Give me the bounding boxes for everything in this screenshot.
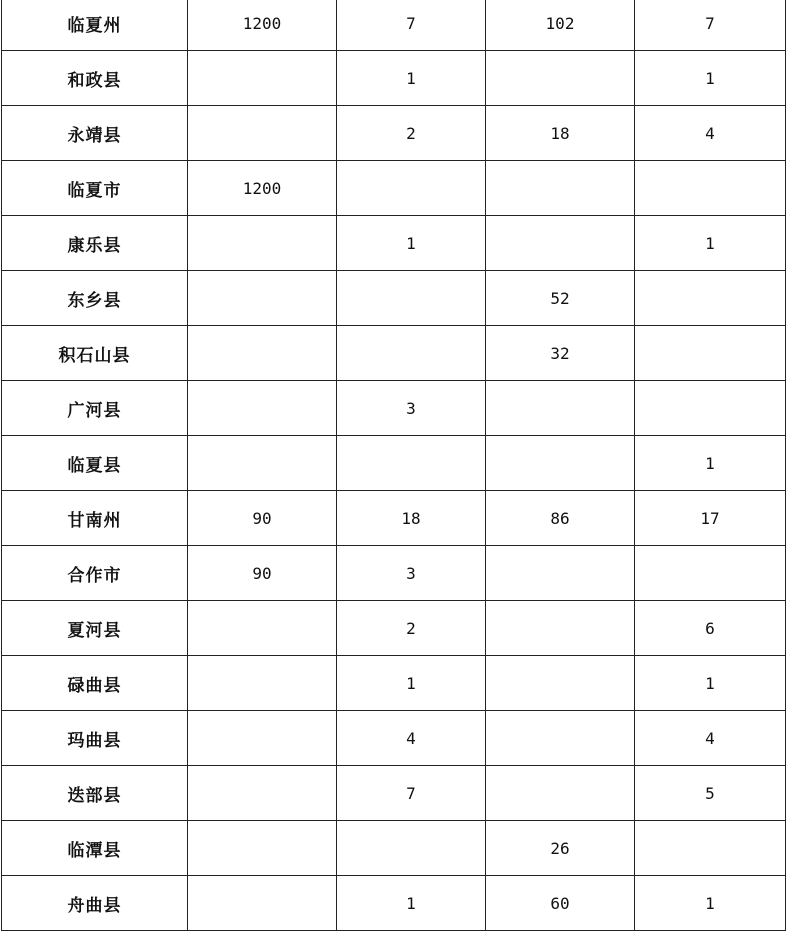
value-cell: 6	[635, 601, 786, 656]
value-cell: 102	[486, 0, 635, 51]
value-cell: 1	[635, 436, 786, 491]
region-name-cell: 和政县	[2, 51, 188, 106]
table-row	[2, 161, 786, 216]
value-cell	[486, 601, 635, 656]
value-cell	[486, 381, 635, 436]
value-cell	[188, 326, 337, 381]
value-cell: 52	[486, 271, 635, 326]
value-cell	[635, 821, 786, 876]
value-cell: 4	[337, 711, 486, 766]
value-cell: 18	[337, 491, 486, 546]
value-cell: 2	[337, 601, 486, 656]
value-cell	[188, 381, 337, 436]
region-name-cell: 夏河县	[2, 601, 188, 656]
value-cell	[188, 216, 337, 271]
value-cell	[188, 601, 337, 656]
table-body	[2, 0, 786, 931]
value-cell: 3	[337, 546, 486, 601]
value-cell	[486, 216, 635, 271]
value-cell	[486, 766, 635, 821]
value-cell	[337, 271, 486, 326]
value-cell: 90	[188, 491, 337, 546]
value-cell	[486, 546, 635, 601]
region-name-cell: 临潭县	[2, 821, 188, 876]
table-row	[2, 766, 786, 821]
value-cell	[188, 766, 337, 821]
table-row	[2, 381, 786, 436]
value-cell: 4	[635, 711, 786, 766]
table-row	[2, 491, 786, 546]
value-cell: 1	[635, 656, 786, 711]
table-row	[2, 0, 786, 51]
value-cell: 18	[486, 106, 635, 161]
table-row	[2, 876, 786, 931]
value-cell: 1	[635, 216, 786, 271]
value-cell: 86	[486, 491, 635, 546]
table-row	[2, 106, 786, 161]
table-row	[2, 546, 786, 601]
value-cell	[635, 546, 786, 601]
value-cell: 32	[486, 326, 635, 381]
value-cell	[635, 161, 786, 216]
region-name-cell: 积石山县	[2, 326, 188, 381]
value-cell	[337, 436, 486, 491]
value-cell: 7	[635, 0, 786, 51]
value-cell	[337, 161, 486, 216]
region-name-cell: 舟曲县	[2, 876, 188, 931]
region-name-cell: 临夏州	[2, 0, 188, 51]
region-name-cell: 玛曲县	[2, 711, 188, 766]
value-cell	[635, 271, 786, 326]
region-name-cell: 广河县	[2, 381, 188, 436]
value-cell	[188, 876, 337, 931]
value-cell	[188, 51, 337, 106]
table-row	[2, 436, 786, 491]
region-name-cell: 迭部县	[2, 766, 188, 821]
value-cell	[188, 271, 337, 326]
table-row	[2, 326, 786, 381]
value-cell	[188, 106, 337, 161]
table-row	[2, 821, 786, 876]
region-name-cell: 合作市	[2, 546, 188, 601]
value-cell	[486, 161, 635, 216]
region-name-cell: 临夏县	[2, 436, 188, 491]
region-name-cell: 碌曲县	[2, 656, 188, 711]
value-cell	[188, 821, 337, 876]
value-cell: 17	[635, 491, 786, 546]
data-table	[1, 0, 786, 931]
value-cell: 1	[337, 51, 486, 106]
value-cell: 5	[635, 766, 786, 821]
value-cell: 1200	[188, 0, 337, 51]
value-cell: 1	[337, 876, 486, 931]
value-cell: 26	[486, 821, 635, 876]
value-cell: 2	[337, 106, 486, 161]
table-row	[2, 271, 786, 326]
region-name-cell: 甘南州	[2, 491, 188, 546]
value-cell: 7	[337, 766, 486, 821]
value-cell: 1	[635, 876, 786, 931]
value-cell: 1	[635, 51, 786, 106]
value-cell	[188, 711, 337, 766]
value-cell: 7	[337, 0, 486, 51]
value-cell	[486, 711, 635, 766]
value-cell	[635, 326, 786, 381]
region-name-cell: 永靖县	[2, 106, 188, 161]
value-cell	[486, 656, 635, 711]
table-row	[2, 51, 786, 106]
value-cell: 60	[486, 876, 635, 931]
table-row	[2, 711, 786, 766]
region-name-cell: 临夏市	[2, 161, 188, 216]
value-cell	[486, 436, 635, 491]
value-cell: 1	[337, 216, 486, 271]
region-name-cell: 康乐县	[2, 216, 188, 271]
region-name-cell: 东乡县	[2, 271, 188, 326]
value-cell	[486, 51, 635, 106]
value-cell	[188, 436, 337, 491]
table-row	[2, 601, 786, 656]
value-cell: 4	[635, 106, 786, 161]
value-cell: 90	[188, 546, 337, 601]
value-cell	[635, 381, 786, 436]
table-row	[2, 656, 786, 711]
table-row	[2, 216, 786, 271]
value-cell: 3	[337, 381, 486, 436]
value-cell: 1	[337, 656, 486, 711]
value-cell	[188, 656, 337, 711]
value-cell: 1200	[188, 161, 337, 216]
value-cell	[337, 326, 486, 381]
value-cell	[337, 821, 486, 876]
